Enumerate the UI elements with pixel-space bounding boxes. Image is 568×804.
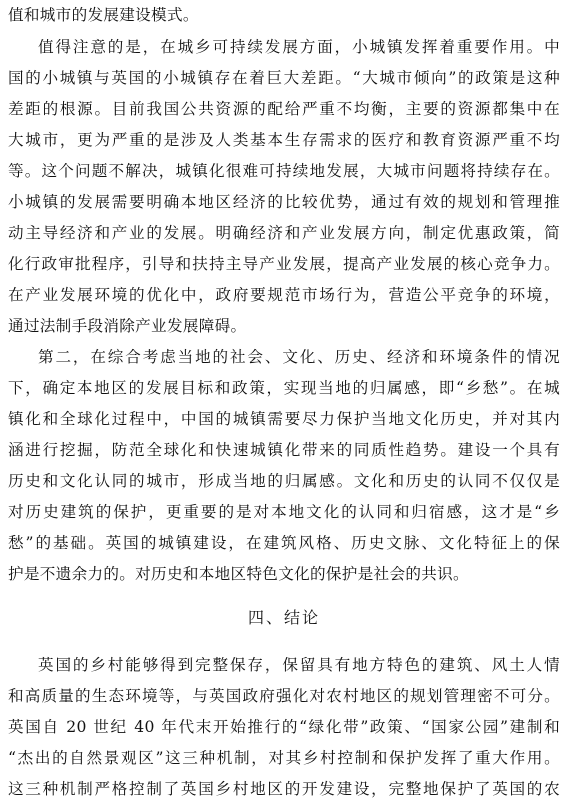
paragraph-line: 值得注意的是，在城乡可持续发展方面，小城镇发挥着重要作用。中 xyxy=(38,38,560,56)
paragraph-line: 等。这个问题不解决，城镇化很难可持续地发展，大城市问题将持续存在。 xyxy=(8,162,560,180)
paragraph-line: 差距的根源。目前我国公共资源的配给严重不均衡，主要的资源都集中在 xyxy=(8,100,560,118)
paragraph-line: 英国自 20 世纪 40 年代末开始推行的“绿化带”政策、“国家公园”建制和 xyxy=(8,718,560,736)
paragraph-line: 这三种机制严格控制了英国乡村地区的开发建设，完整地保护了英国的农 xyxy=(8,780,560,798)
paragraph-line: 和高质量的生态环境等，与英国政府强化对农村地区的规划管理密不可分。 xyxy=(8,687,560,705)
paragraph-line: 英国的乡村能够得到完整保存，保留具有地方特色的建筑、风土人情 xyxy=(38,656,560,674)
paragraph-line: 小城镇的发展需要明确本地区经济的比较优势，通过有效的规划和管理推 xyxy=(8,193,560,211)
paragraph-line: 对历史建筑的保护，更重要的是对本地文化的认同和归宿感，这才是“乡 xyxy=(8,503,560,521)
paragraph-line: 涵进行挖掘，防范全球化和快速城镇化带来的同质性趋势。建设一个具有 xyxy=(8,441,560,459)
paragraph-line: 护是不遗余力的。对历史和本地区特色文化的保护是社会的共识。 xyxy=(8,565,469,583)
paragraph-line: 历史和文化认同的城市，形成当地的归属感。文化和历史的认同不仅仅是 xyxy=(8,472,560,490)
paragraph-line: 在产业发展环境的优化中，政府要规范市场行为，营造公平竞争的环境， xyxy=(8,286,560,304)
paragraph-line: 愁”的基础。英国的城镇建设，在建筑风格、历史文脉、文化特征上的保 xyxy=(8,534,560,552)
section-heading: 四、结论 xyxy=(247,608,320,627)
paragraph-line: 镇化和全球化过程中，中国的城镇需要尽力保护当地文化历史，并对其内 xyxy=(8,410,560,428)
paragraph-line: 值和城市的发展建设模式。 xyxy=(8,6,199,24)
paragraph-line: 下，确定本地区的发展目标和政策，实现当地的归属感，即“乡愁”。在城 xyxy=(8,379,560,397)
paragraph-line: 动主导经济和产业的发展。明确经济和产业发展方向，制定优惠政策，简 xyxy=(8,224,560,242)
paragraph-line: 通过法制手段消除产业发展障碍。 xyxy=(8,317,247,335)
paragraph-line: 化行政审批程序，引导和扶持主导产业发展，提高产业发展的核心竞争力。 xyxy=(8,255,560,273)
paragraph-line: 大城市，更为严重的是涉及人类基本生存需求的医疗和教育资源严重不均 xyxy=(8,131,560,149)
paragraph-line: “杰出的自然景观区”这三种机制，对其乡村控制和保护发挥了重大作用。 xyxy=(8,749,560,767)
paragraph-line: 国的小城镇与英国的小城镇存在着巨大差距。“大城市倾向”的政策是这种 xyxy=(8,69,560,87)
paragraph-line: 第二，在综合考虑当地的社会、文化、历史、经济和环境条件的情况 xyxy=(38,348,560,366)
